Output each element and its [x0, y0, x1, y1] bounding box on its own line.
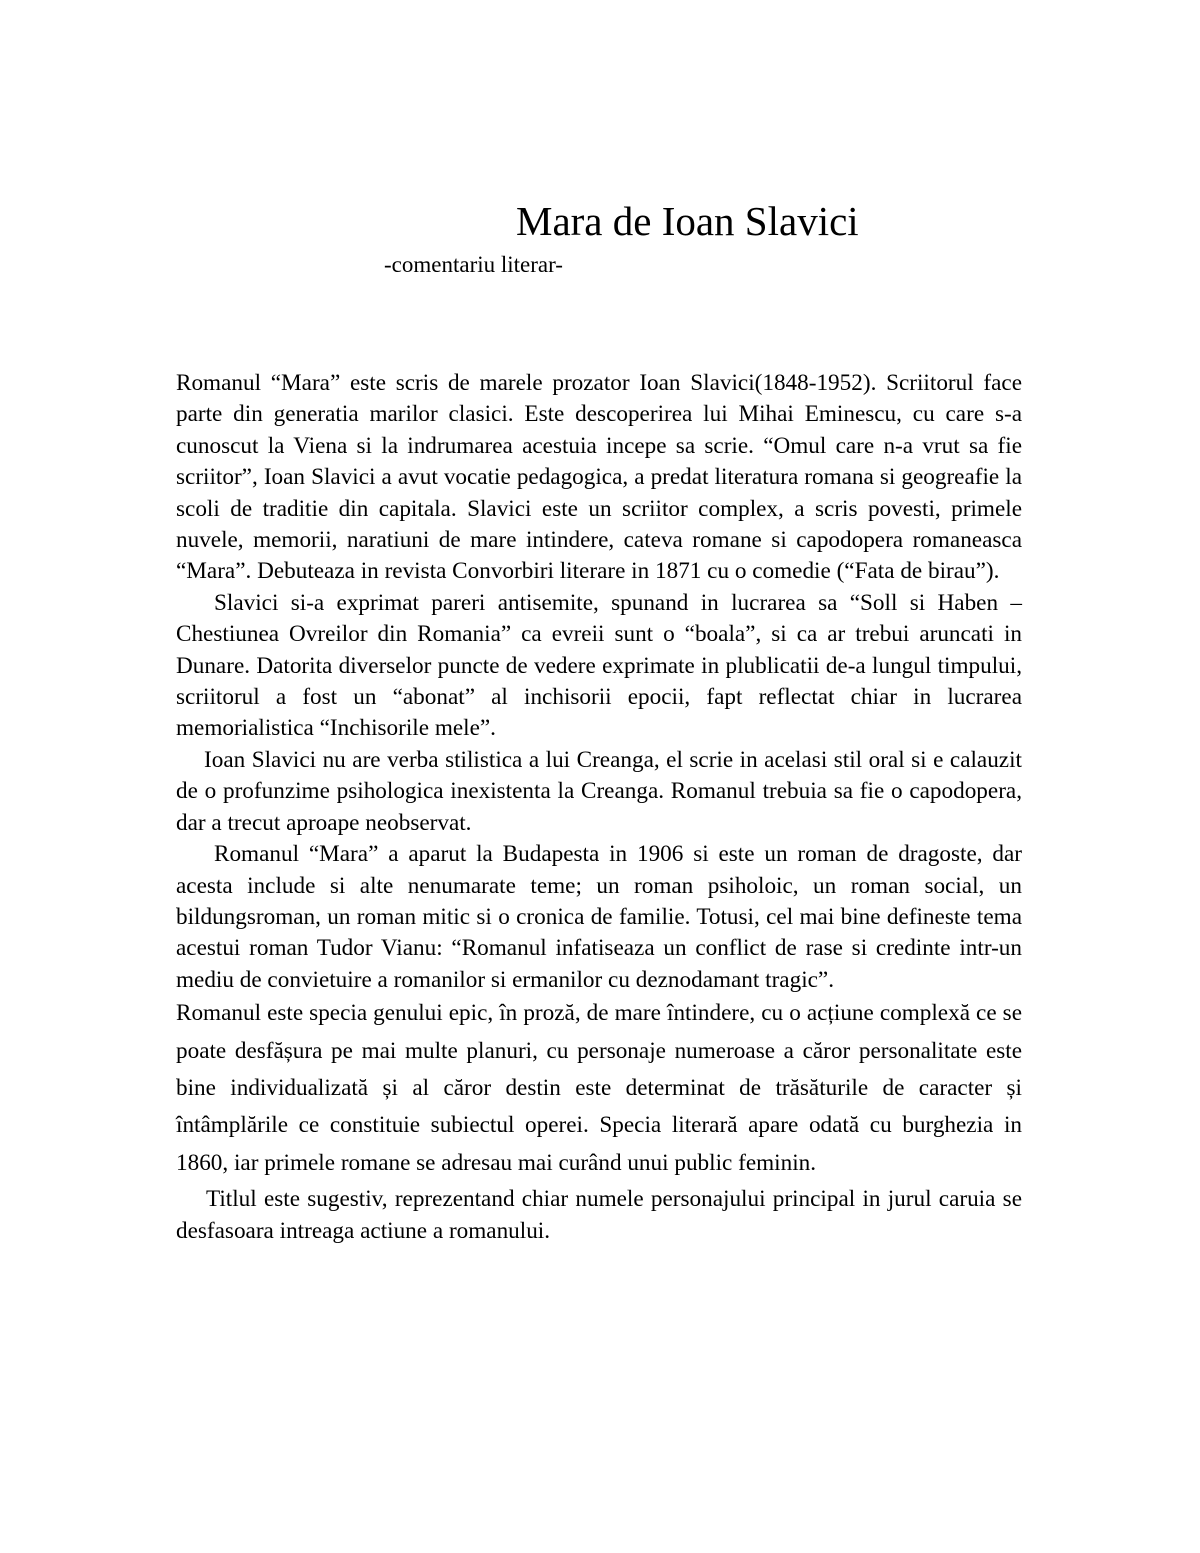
- paragraph-intro: Romanul “Mara” este scris de marele prozator Ioan Slavici(1848-1952). Scriitorul face parte din generatia marilor clasici. Este descoperirea lui Mihai Eminescu, cu care s-a cunoscut la Viena si la indrumarea acestuia incepe sa scrie. “Omul care n-a vrut sa fie scriitor”, Ioan Slavici a avut vocatie pedagogica, a predat literatura romana si geogreafie la scoli de traditie din capitala. Slavici este un scriitor complex, a scris povesti, primele nuvele, memorii, naratiuni de mare intindere, cateva romane si capodopera romaneasca “Mara”. Debuteaza in revista Convorbiri literare in 1871 cu o comedie (“Fata de birau”).: [176, 370, 1022, 585]
- paragraph-publication: Romanul “Mara” a aparut la Budapesta in 1906 si este un roman de dragoste, dar acesta include si alte nenumarate teme; un roman psiholoic, un roman social, un bildungsroman, un roman mitic si o cronica de familie. Totusi, cel mai bine defineste tema acestui roman Tudor Vianu: “Romanul infatiseaza un conflict de rase si credinte intr-un mediu de convietuire a romanilor si ermanilor cu deznodamant tragic”.: [176, 841, 1022, 993]
- paragraph-antisemitism: Slavici si-a exprimat pareri antisemite, spunand in lucrarea sa “Soll si Haben –Chestiunea Ovreilor din Romania” ca evreii sunt o “boala”, si ca ar trebui aruncati in Dunare. Datorita diverselor puncte de vedere exprimate in plublicatii de-a lungul timpului, scriitorul a fost un “abonat” al inchisorii epocii, fapt reflectat chiar in lucrarea memorialistica “Inchisorile mele”.: [176, 589, 1022, 742]
- page-subtitle: -comentariu literar-: [384, 252, 563, 277]
- paragraph-style: Ioan Slavici nu are verba stilistica a lui Creanga, el scrie in acelasi stil oral si e calauzit de o profunzime psihologica inexistenta la Creanga. Romanul trebuia sa fie o capodopera, dar a trecut aproape neobservat.: [176, 746, 1022, 836]
- page-title: Mara de Ioan Slavici: [516, 198, 859, 244]
- paragraph-genre-definition: Romanul este specia genului epic, în proză, de mare întindere, cu o acțiune complexă ce se poate desfășura pe mai multe planuri, cu personaje numeroase a căror personalitate este bine individualizată și al căror destin este determinat de trăsăturile de caracter și întâmplările ce constituie subiectul operei. Specia literară apare odată cu burghezia in 1860, iar primele romane se adresau mai curând unui public feminin.: [176, 1000, 1022, 1176]
- paragraph-title: Titlul este sugestiv, reprezentand chiar numele personajului principal in jurul caruia se desfasoara intreaga actiune a romanului.: [176, 1186, 1022, 1244]
- document-body: [176, 368, 1022, 1247]
